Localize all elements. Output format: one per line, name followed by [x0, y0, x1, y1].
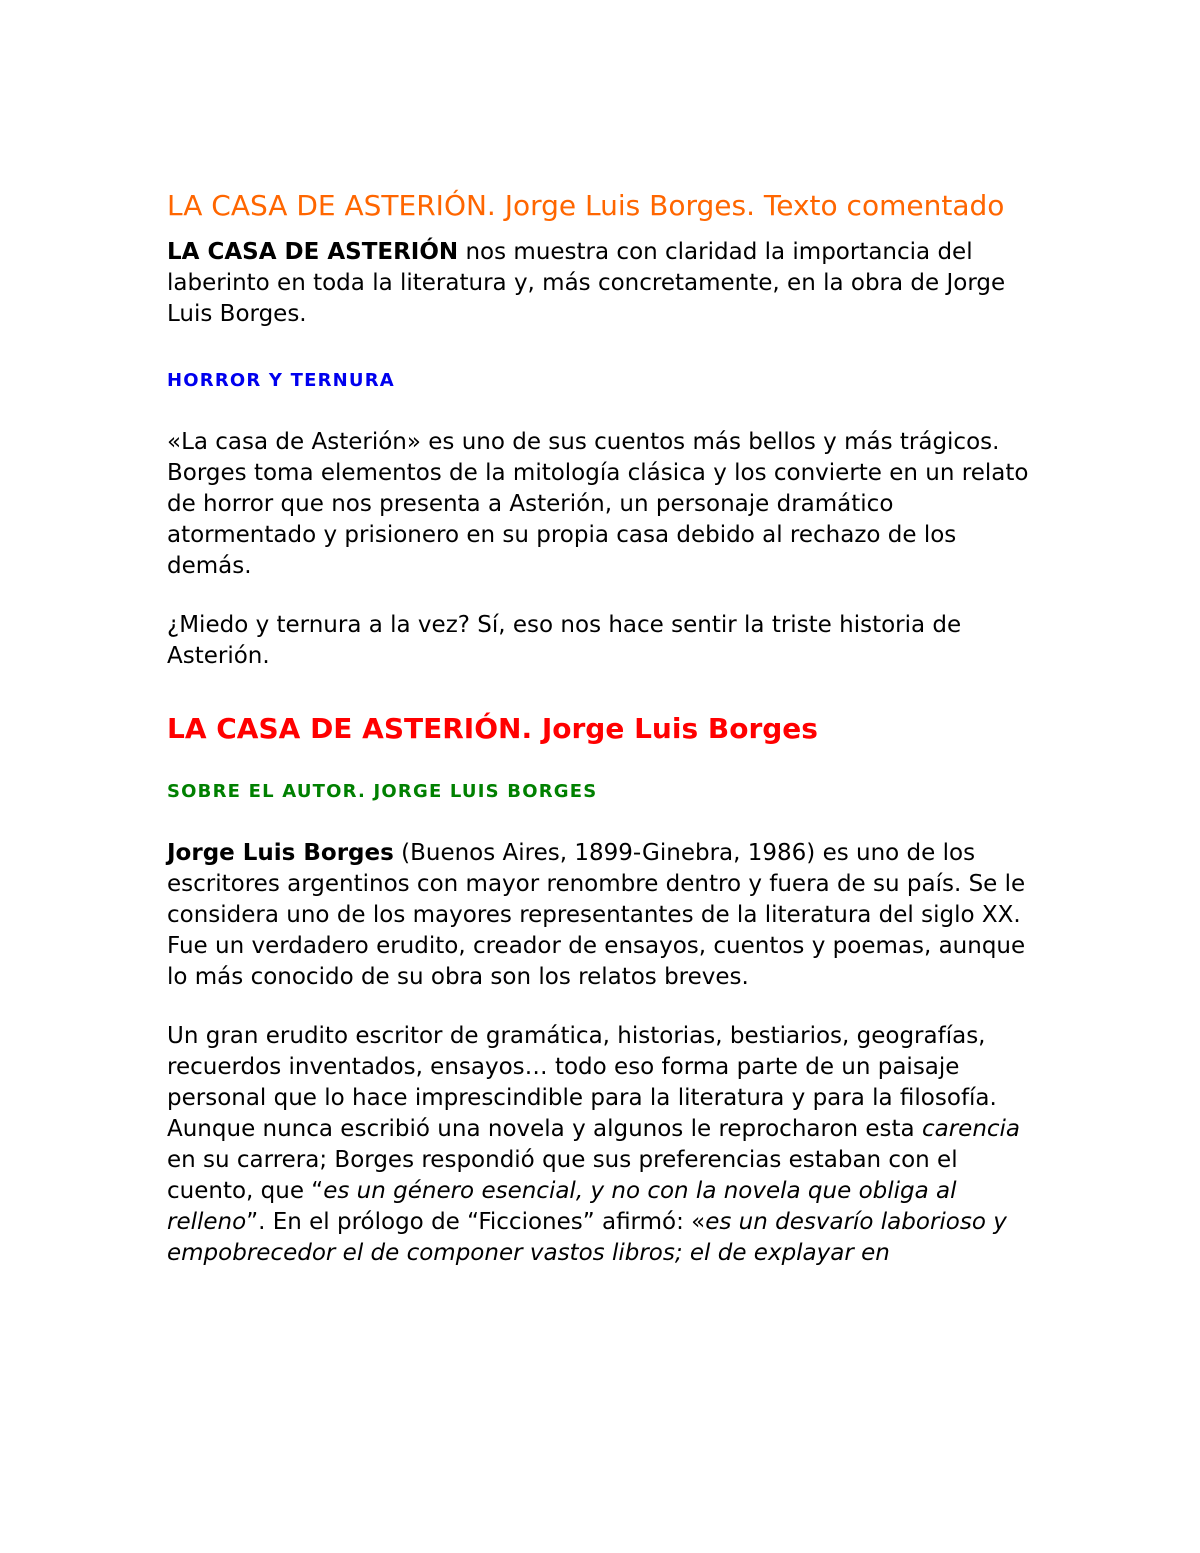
intro-text: nos muestra con claridad la importancia del laberinto en toda la literatura y, más concretamente, en la obra de Jorge Luis Borges.: [167, 239, 1006, 327]
erudito-text-2: en su carrera; Borges respondió que sus preferencias estaban con el cuento, que “: [167, 1147, 958, 1204]
erudito-text-3: ”. En el prólogo de “Ficciones” afirmó: «: [246, 1209, 706, 1235]
erudito-italic-prologo: es un desvarío laborioso y empobrecedor el de componer vastos libros; el de explayar en: [167, 1209, 1007, 1266]
paragraph-horror: «La casa de Asterión» es uno de sus cuentos más bellos y más trágicos. Borges toma elementos de la mitología clásica y los convierte en un relato de horror que nos presenta a Asterión, un personaje dramático atormentado y prisionero en su propia casa debido al rechazo de los demás.: [167, 429, 1029, 579]
author-bio-text: (Buenos Aires, 1899-Ginebra, 1986) es uno de los escritores argentinos con mayor renombre dentro y fuera de su país. Se le considera uno de los mayores representantes de la literatura del siglo XX. Fue un verdadero erudito, creador de ensayos, cuentos y poemas, aunque lo más conocido de su obra son los relatos breves.: [167, 840, 1026, 990]
document-page: [167, 186, 1047, 1269]
subheading-sobre-el-autor: SOBRE EL AUTOR. JORGE LUIS BORGES: [167, 781, 598, 802]
document-title: LA CASA DE ASTERIÓN. Jorge Luis Borges. Texto comentado: [167, 189, 1005, 222]
paragraph-miedo-ternura: ¿Miedo y ternura a la vez? Sí, eso nos hace sentir la triste historia de Asterión.: [167, 612, 962, 669]
section-title: LA CASA DE ASTERIÓN. Jorge Luis Borges: [167, 712, 818, 745]
erudito-paragraph: [167, 1021, 1047, 1269]
author-paragraph: [167, 838, 1047, 993]
intro-paragraph: [167, 237, 1047, 330]
erudito-italic-carencia: carencia: [921, 1116, 1021, 1142]
subheading-horror-ternura: HORROR Y TERNURA: [167, 370, 395, 391]
intro-lead-bold: LA CASA DE ASTERIÓN: [167, 239, 459, 265]
erudito-italic-quote: es un género esencial, y no con la novela que obliga al relleno: [167, 1178, 957, 1235]
author-name-bold: Jorge Luis Borges: [167, 840, 394, 866]
erudito-text-1: Un gran erudito escritor de gramática, historias, bestiarios, geografías, recuerdos inventados, ensayos… todo eso forma parte de un paisaje personal que lo hace imprescindible para la literatura y para la filosofía. Aunque nunca escribió una novela y algunos le reprocharon esta: [167, 1023, 997, 1142]
